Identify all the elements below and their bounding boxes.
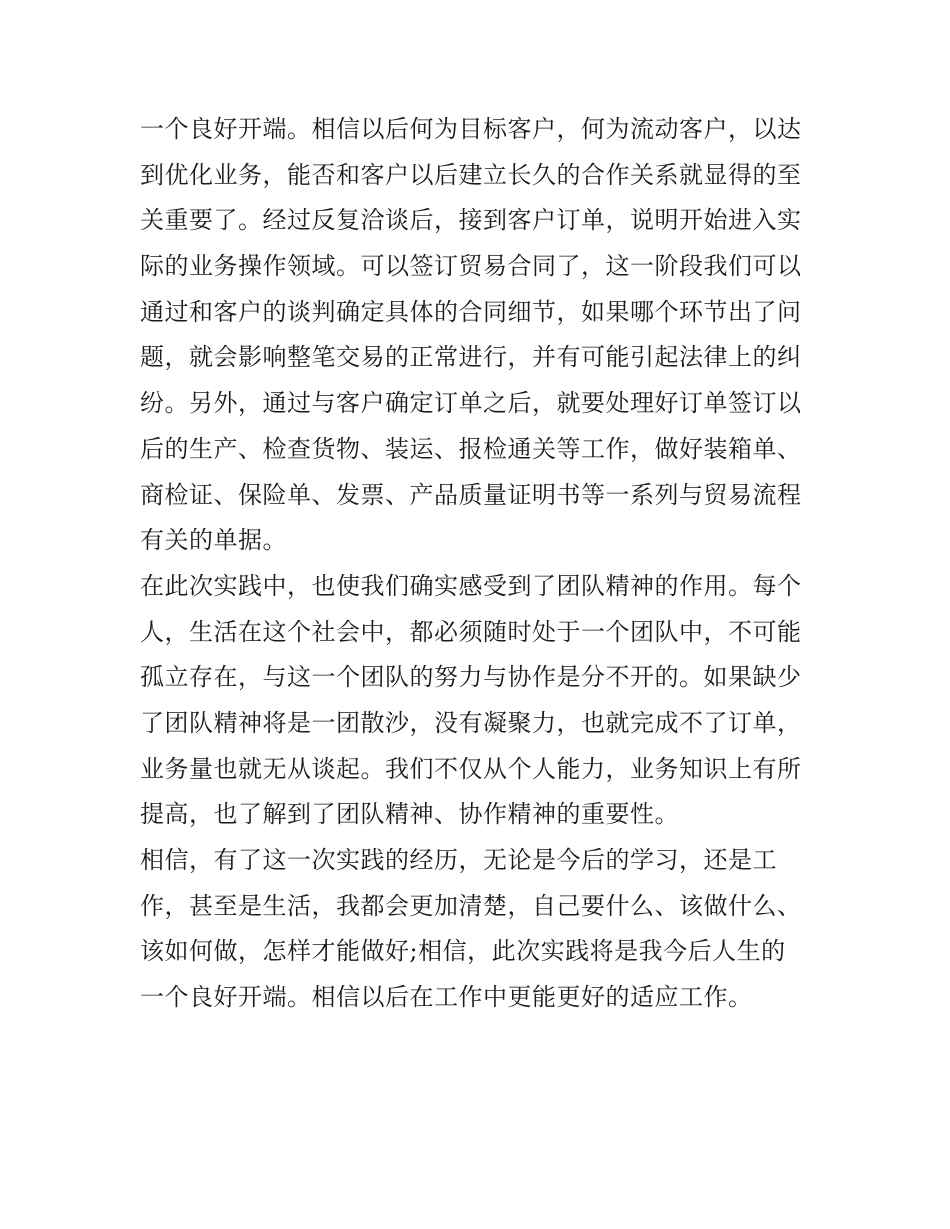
text-line: 际的业务操作领域。可以签订贸易合同了，这一阶段我们可以 [140,252,802,281]
text-line: 关重要了。经过反复洽谈后，接到客户订单，说明开始进入实 [140,206,802,235]
text-line: 作，甚至是生活，我都会更加清楚，自己要什么、该做什么、 [140,891,802,920]
text-line: 提高，也了解到了团队精神、协作精神的重要性。 [140,800,679,829]
text-line: 题，就会影响整笔交易的正常进行，并有可能引起法律上的纠 [140,343,802,372]
text-line: 业务量也就无从谈起。我们不仅从个人能力，业务知识上有所 [140,754,802,783]
text-line: 该如何做，怎样才能做好;相信，此次实践将是我今后人生的 [140,937,786,966]
text-line: 纷。另外，通过与客户确定订单之后，就要处理好订单签订以 [140,389,802,418]
text-line: 人，生活在这个社会中，都必须随时处于一个团队中，不可能 [140,617,802,646]
text-line: 后的生产、检查货物、装运、报检通关等工作，做好装箱单、 [140,434,802,463]
text-line: 有关的单据。 [140,526,287,555]
text-line: 一个良好开端。相信以后在工作中更能更好的适应工作。 [140,983,753,1012]
text-line: 通过和客户的谈判确定具体的合同细节，如果哪个环节出了问 [140,297,802,326]
text-line: 在此次实践中，也使我们确实感受到了团队精神的作用。每个 [140,571,802,600]
text-line: 到优化业务，能否和客户以后建立长久的合作关系就显得的至 [140,160,802,189]
body-text [140,107,820,1021]
text-line: 了团队精神将是一团散沙，没有凝聚力，也就完成不了订单， [140,708,802,737]
text-line: 商检证、保险单、发票、产品质量证明书等一系列与贸易流程 [140,480,802,509]
text-line: 一个良好开端。相信以后何为目标客户，何为流动客户，以达 [140,115,802,143]
text-line: 相信，有了这一次实践的经历，无论是今后的学习，还是工 [140,846,777,874]
text-line: 孤立存在，与这一个团队的努力与协作是分不开的。如果缺少 [140,663,802,692]
